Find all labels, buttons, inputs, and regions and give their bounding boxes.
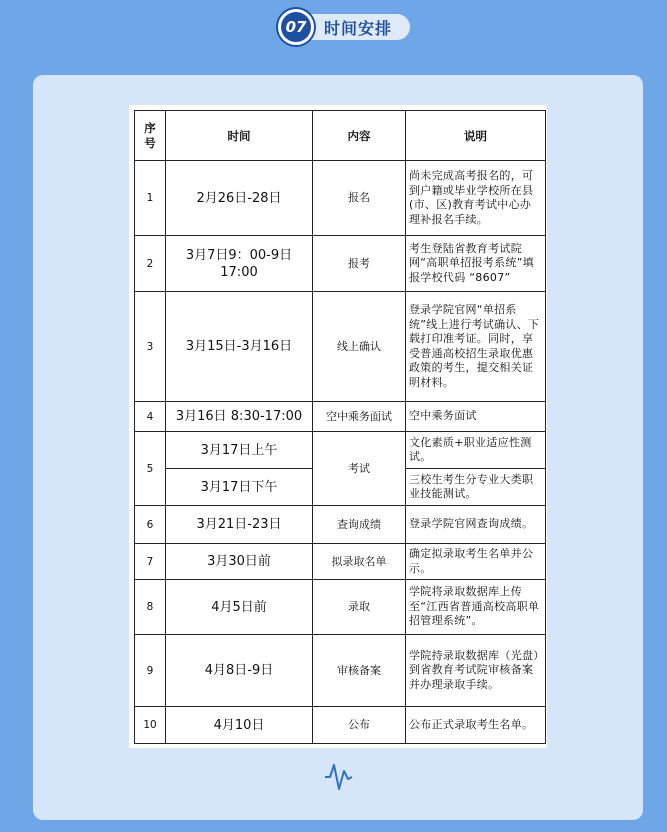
row-note: 公布正式录取考生名单。	[406, 707, 546, 744]
row-time: 4月10日	[166, 707, 313, 744]
row-num: 4	[135, 402, 166, 432]
row-note: 文化素质+职业适应性测试。	[406, 432, 546, 469]
row-note: 学院将录取数据库上传至“江西省普通高校高职单招管理系统”。	[406, 580, 546, 635]
header-time: 时间	[166, 111, 313, 161]
row-note: 学院持录取数据库（光盘）到省教育考试院审核备案并办理录取手续。	[406, 635, 546, 707]
row-note: 登录学院官网查询成绩。	[406, 506, 546, 544]
row-time: 3月17日下午	[166, 469, 313, 506]
row-note: 尚未完成高考报名的，可到户籍或毕业学校所在县(市、区)教育考试中心办理补报名手续。	[406, 161, 546, 236]
row-num: 5	[135, 432, 166, 506]
row-note: 考生登陆省教育考试院网“高职单招报考系统”填报学校代码 “8607”	[406, 236, 546, 292]
row-time: 3月16日 8:30-17:00	[166, 402, 313, 432]
row-content: 拟录取名单	[313, 544, 406, 580]
header-num: 序号	[135, 111, 166, 161]
row-content: 录取	[313, 580, 406, 635]
row-content: 查询成绩	[313, 506, 406, 544]
row-num: 3	[135, 292, 166, 402]
row-num: 6	[135, 506, 166, 544]
row-note: 确定拟录取考生名单并公示。	[406, 544, 546, 580]
row-time: 2月26日-28日	[166, 161, 313, 236]
row-content: 空中乘务面试	[313, 402, 406, 432]
row-num: 2	[135, 236, 166, 292]
row-content: 审核备案	[313, 635, 406, 707]
row-content: 报名	[313, 161, 406, 236]
header-note: 说明	[406, 111, 546, 161]
row-time: 4月5日前	[166, 580, 313, 635]
section-number-badge: 07	[278, 9, 314, 45]
row-content: 考试	[313, 432, 406, 506]
row-num: 1	[135, 161, 166, 236]
row-content: 报考	[313, 236, 406, 292]
row-content: 线上确认	[313, 292, 406, 402]
row-time: 3月15日-3月16日	[166, 292, 313, 402]
row-content: 公布	[313, 707, 406, 744]
section-title: 时间安排	[304, 14, 410, 40]
row-time: 3月17日上午	[166, 432, 313, 469]
row-num: 7	[135, 544, 166, 580]
row-time: 4月8日-9日	[166, 635, 313, 707]
row-time: 3月21日-23日	[166, 506, 313, 544]
row-note: 三校生考生分专业大类职业技能测试。	[406, 469, 546, 506]
row-note: 空中乘务面试	[406, 402, 546, 432]
row-num: 10	[135, 707, 166, 744]
row-num: 9	[135, 635, 166, 707]
row-num: 8	[135, 580, 166, 635]
row-time: 3月30日前	[166, 544, 313, 580]
row-note: 登录学院官网“单招系统”线上进行考试确认、下载打印准考证。同时，享受普通高校招生录取优惠政策的考生，提交相关证明材料。	[406, 292, 546, 402]
row-time: 3月7日9：00-9日 17:00	[166, 236, 313, 292]
header-content: 内容	[313, 111, 406, 161]
